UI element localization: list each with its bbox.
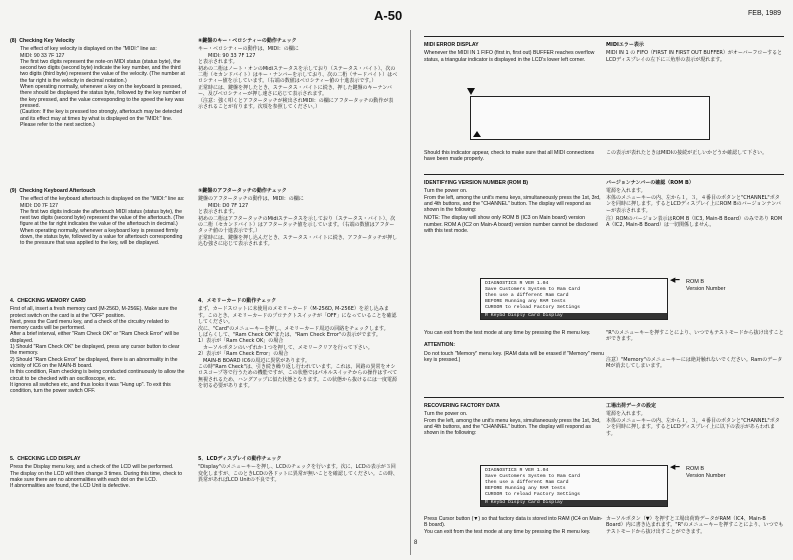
screen-menu-bar: R Keybd Disply Card Display <box>481 313 667 319</box>
column-divider <box>410 30 411 555</box>
rule-recover <box>424 397 784 398</box>
recover-body: Turn the power on. From the left, among the unit's menu keys, simultaneously press the 1st, 3rd, and 4th buttons, and the "CHANNEL" button. The display will respond as shown in the following: <box>424 411 601 437</box>
screen-line: DIAGNOSTICS R VER 1.04 <box>485 281 549 286</box>
page-mark: 8 <box>414 540 418 546</box>
midi-error-jp-after <box>606 150 784 158</box>
screen-line: Save Customers System to Ram Card <box>485 287 580 292</box>
version-jp-body: 電源を入れます。 本体のメニューキーの内、左から１，３，４番目のボタンと"CHANNEL"ボタンを同時に押します。するとLCDディスプレイ上にROM Bのバージョンナンバーが表示されます。 <box>606 188 781 214</box>
rule-version <box>424 174 784 175</box>
section-4-body: First of all, insert a fresh memory card (M-256D, M-256E). Make sure the protect switch on the card is at the "OFF" position. Next, press the Card menu key, and a check of the circuitry related to memory cards will be performed. After a brief interval, either "Ram Check OK" or "Ram Check Error" will be displayed. 1) Should "Ram Check OK" be displayed, press any cursor button to clear the memory. 2) Should "Ram Check Error" be displayed, there is an abnormality in the vicinity of IC6 on the MAIN-B board. In this condition, Ram checking is being conducted continuously to allow the circuit to be checked with an oscilloscope, etc. It ignores all switches etc, and thus looks it was "Hung up". To exit this condition, turn the power switch OFF. <box>10 306 185 395</box>
jp-section-4-body: まず、カードスロットに未使用のメモリーカード（M-256D, M-256E）を差し込みます。このとき、メモリーカードのプロテクトスイッチが「OFF」になっていることを確認してください。 次に、"Card"のメニューキーを押し、メモリーカード周辺の回路をチェックします。 しばらくして、"Ram Check OK"または、"Ram Check Error"の表示がでます。 1）表示が「Ram Check OK」の場合 カーソルボタンのいずれか１つを押して、メモリークリアを行って下さい。 2）表示が「Ram Check Error」の場合 MAIN-B BOARD IC6の周辺に異常があります。 この時"Ram Check"は、引き続き繰り返し行われています。これは、回路の異常をオシロスコープ等で行うための機能ですが、この状態ではパネルスイッチからの操作はすべて無視されるため、ハングアップに似た状態となります。この状態から抜けるには一度電源を切る必要があります。 <box>198 306 398 390</box>
midi-error-jp-after-text: この表示が表れたときはMIDIの接続が正しいかどうか確認して下さい。 <box>606 150 768 156</box>
version-body: Turn the power on. From the left, among the unit's menu keys, simultaneously press the 1st, 3rd, and 4th buttons, and the "CHANNEL" button. The display will respond as shown in the following: <box>424 188 601 214</box>
version-exit-jp <box>606 330 784 372</box>
jp-section-8-title: ⑧鍵盤のキー・ベロシティーの動作チェック <box>198 38 297 44</box>
recover-after-jp <box>606 516 784 537</box>
section-8-title: (8) Checking Key Velocity <box>10 38 75 44</box>
jp-section-9-title: ⑨鍵盤のアフタータッチの動作チェック <box>198 188 287 194</box>
left-english-column-5 <box>10 456 188 491</box>
left-japanese-column-9 <box>198 188 398 250</box>
midi-error-jp-body: MIDI IN 1 の FIFO（FIRST IN FIRST OUT BUFFER）がオーバーフローするとLCDディスプレイの左下に三角形の表示が現れます。 <box>606 50 783 63</box>
screen-line: then use a different Ram Card <box>485 293 569 298</box>
diagnostics-screen-version <box>480 278 668 320</box>
left-english-column-4 <box>10 298 188 396</box>
attention-jp: 注意）"Memory"のメニューキーには絶対触れないでください。RamのデータMが消去してしまいます。 <box>606 356 783 370</box>
jp-section-5-title: 5．LCDディスプレイの動作チェック <box>198 456 282 462</box>
recover-after-text: Press Cursor button (▼) so that factory data is stored into RAM (IC4 on Main-B board). You can exit from the test mode at any time by pressing the R menu key. <box>424 516 603 535</box>
screen-line: then use a different Ram Card <box>485 480 569 485</box>
midi-error-after <box>424 150 604 165</box>
recover-section <box>424 403 604 438</box>
screen-line: CURSOR to reload Factory Settings <box>485 492 580 497</box>
version-jp-note: 注）ROMのバージョン表示はROM B（IC3, Main-B Board）のみであり ROM A（IC2, Main-B Board）は一切関係しません。 <box>606 216 784 229</box>
midi-error-title: MIDI ERROR DISPLAY <box>424 42 479 48</box>
section-5-body: Press the Display menu key, and a check of the LCD will be performed. The display on the LCD will then change 3 times. During this time, check to make sure there are no abnormalities with each dot on the LCD. If abnormalities are found, the LCD Unit is defective. <box>10 464 183 490</box>
page-number: A-50 <box>374 8 403 23</box>
midi-error-after-text: Should this indicator appear, check to make sure that all MIDI connections have been made properly. <box>424 150 596 163</box>
version-exit-text: You can exit from the test mode at any time by pressing the R menu key. <box>424 330 591 336</box>
screen-line: CURSOR to reload Factory Settings <box>485 305 580 310</box>
diagnostics-screen-recover <box>480 465 668 507</box>
recover-after <box>424 516 604 537</box>
jp-section-4-title: 4．メモリーカードの動作チェック <box>198 298 277 304</box>
arrow-right-icon: ◀━ <box>670 464 680 471</box>
version-exit <box>424 330 604 365</box>
left-english-column <box>10 38 188 130</box>
left-english-column-9 <box>10 188 188 249</box>
version-exit-jp-text: "R"のメニューキーを押すことにより、いつでもテストモードから抜け出すことができます。 <box>606 330 784 343</box>
section-9-title: (9) Checking Keyboard Aftertouch <box>10 188 96 194</box>
section-5-title: 5. CHECKING LCD DISPLAY <box>10 456 81 462</box>
jp-section-5-body: "Display"のメニューキーを押し、LCDのチェックを行います。次に、LCDの表示が３回変化しますが、このときLCDの各ドットに異常が無いことを確認してください。この時、異常があればLCD Unitの不良です。 <box>198 464 398 484</box>
version-section <box>424 180 604 236</box>
left-japanese-column-4 <box>198 298 398 392</box>
version-jp <box>606 180 784 231</box>
jp-section-9-body: 鍵盤のアフタータッチの動作は、MIDI：の欄に MIDI: D0 7F 127 と表示されます。 初めの二桁はアフタータッチのMidiステータスを示しており（ステータス・バイト）、次の二桁（セカンドバイト）はアフタータッチ値を示しています。（右端の数値はアフタータッチ値の十進表示です。） 正常時には、鍵盤を押し込んだとき、ステータス・バイトに続き、アフタータッチが押し込む強さに応じて表示されます。 <box>198 196 398 248</box>
section-4-title: 4. CHECKING MEMORY CARD <box>10 298 86 304</box>
left-japanese-column-5 <box>198 456 398 486</box>
recover-after-jp-text: カーソルボタン（▼）を押すと工場出荷時データがRAM（IC4、Main-B Board）内に書き込まれます。"R"のメニューキーを押すことにより、いつでもテストモードから抜け出すことができます。 <box>606 516 784 535</box>
screen-menu-bar: R Keybd Disply Card Display <box>481 500 667 506</box>
midi-error-jp-title: MIDIエラー表示 <box>606 42 644 48</box>
screen-line: DIAGNOSTICS R VER 1.04 <box>485 468 549 473</box>
section-8-body: The effect of key velocity is displayed on the "MIDI:" line as: MIDI: 90 33 7F 127 The first two digits represent the note-on MIDI status (status byte), the second two digits (second byte) indicate the key number, and the third two digits (third byte) represent the value of the velocity. (The number at the far right is the velocity in decimal notation.) When operating normally, whenever a key on the keyboard is pressed, there should be displayed the status byte, followed by the key number of the key pressed, and the value corresponding to the speed the key was pressed. (Caution: If the key is pressed too strongly, aftertouch may be detected and its effect may at times by what is displayed on the "MIDI:" line. Please refer to the next section.) <box>20 46 187 128</box>
recover-jp <box>606 403 784 439</box>
version-note: NOTE: The display will show only ROM B (IC3 on Main board) version number. ROM A (IC2 on Main-A board) version number cannot be disclosed with this test mode. <box>424 215 600 235</box>
triangle-indicator-icon <box>467 88 475 95</box>
version-jp-title: バージョンナンバーの確認（ROM B） <box>606 180 694 186</box>
attention-label: ATTENTION: <box>424 342 456 349</box>
lcd-blank-display <box>470 96 710 140</box>
screen-line: Save Customers System to Ram Card <box>485 474 580 479</box>
fifo-overflow-icon <box>473 131 481 137</box>
left-japanese-column <box>198 38 398 112</box>
arrow-right-icon: ◀━ <box>670 277 680 284</box>
rom-b-label: ROM B Version Number <box>686 466 726 479</box>
version-title: IDENTIFYING VERSION NUMBER (ROM B) <box>424 180 529 186</box>
midi-error-body: Whenever the MIDI IN 1 FIFO (first in, first out) BUFFER reaches overflow status, a triangular indicator is displayed in the LCD's lower left corner. <box>424 50 596 63</box>
midi-error-jp <box>606 42 784 65</box>
rule-midi-error <box>424 36 784 37</box>
recover-jp-body: 電源を入れます。 本体のメニューキーの内、左から１，３，４番目のボタンと"CHANNEL"ボタンを同時に押します。するとLCDディスプレイ上に以下の表示があらわれます。 <box>606 411 780 437</box>
screen-line: BEFORE Running any RAM tests <box>485 299 566 304</box>
midi-error-section <box>424 42 604 65</box>
page-date: FEB, 1989 <box>748 10 782 17</box>
section-9-body: The effect of the keyboard aftertouch is displayed on the "MIDI:" line as: MIDI: D0 7F 127 The first two digits indicate the aftertouch MIDI status (status byte), the next two digits (second byte) represent the value of the aftertouch. (The figure at the far right indicates the value of the aftertouch in decimal.) When operating normally, whenever a keyboard key is pressed firmly down, the status byte, followed by a value for aftertouch corresponding to the pressure that was applied to the key, will be displayed. <box>20 196 185 247</box>
recover-jp-title: 工場出荷データの設定 <box>606 403 657 409</box>
recover-title: RECOVERING FACTORY DATA <box>424 403 500 409</box>
attention-body: Do not touch "Memory" menu key. (RAM data will be erased if "Memory" menu key is pressed.) <box>424 350 606 363</box>
jp-section-8-body: キー・ベロシティーの動作は、MIDI：の欄に MIDI: 90 33 7F 127 と表示されます。 初めの二桁はノート・オンのMidiステータスを示しており（ステータス・バイト）、次の二桁（セカンドバイト）はキー・ナンバーを示しており、次の二桁（サードバイト）はベロシティー値を示しています。（右端の数値はベロシティー値の十進表示です。） 正常時には、鍵盤を押したとき、ステータス・バイトに続き、押した鍵盤のキーナンバー、及びベロシティーが押し速さに応じて表示されます。 （注意：強く叩くとアフタータッチが検出されMIDI：の欄にアフタータッチの動作が表示されることが有ります。次項を参照してください。） <box>198 46 398 111</box>
screen-line: BEFORE Running any RAM tests <box>485 486 566 491</box>
rom-b-label: ROM B Version Number <box>686 279 726 292</box>
